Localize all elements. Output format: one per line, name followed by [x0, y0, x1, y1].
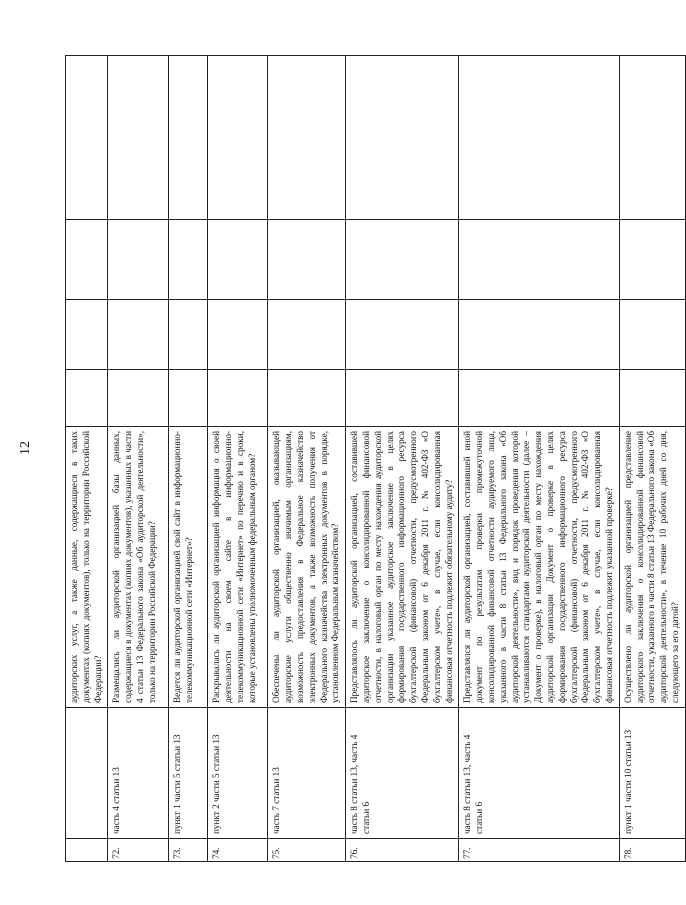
- row-number: 77.: [459, 839, 619, 862]
- table-cell: [169, 300, 208, 370]
- table-cell: [459, 56, 619, 220]
- checklist-table-rotated: [65, 56, 680, 862]
- table-cell: [66, 56, 108, 220]
- table-cell: [268, 300, 346, 370]
- row-number: 76.: [346, 839, 459, 862]
- row-number: 78.: [619, 839, 685, 862]
- question-text: Размещались ли аудиторской организацией базы данных, содержащиеся в документах (копиях документов), указанных в части 4 статьи 13 Федерального закона «Об аудиторской деятельности», только на территории Российской Федерации?: [108, 427, 169, 708]
- norm-reference: часть 4 статьи 13: [108, 708, 169, 839]
- table-cell: [66, 839, 108, 862]
- table-cell: [108, 220, 169, 300]
- table-cell: [619, 56, 685, 220]
- row-number: 72.: [108, 839, 169, 862]
- table-cell: [66, 370, 108, 427]
- question-text: Ведется ли аудиторской организацией свой сайт в информационно-телекоммуникационной сети «Интернет»?: [169, 427, 208, 708]
- table-cell: [346, 370, 459, 427]
- table-cell: [108, 56, 169, 220]
- question-text: Представлялось ли аудиторской организацией, составившей аудиторское заключение о консолидированной финансовой отчетности, в налоговый орган по месту нахождения аудиторской организации указанное аудиторское заключение в целях формирования государственного информационного ресурса бухгалтерской (финансовой) отчетности, предусмотренного Федеральным законом от 6 декабря 2011 г. № 402-ФЗ «О бухгалтерском учете», в случае, если консолидированная финансовая отчетность подлежит обязательному аудиту?: [346, 427, 459, 708]
- table-cell: [346, 220, 459, 300]
- table-cell: [208, 56, 268, 220]
- table-cell: [108, 370, 169, 427]
- table-cell: [108, 300, 169, 370]
- question-text: Раскрывалась ли аудиторской организацией информация о своей деятельности на своем сайте в информационно-телекоммуникационной сети «Интернет» по перечню и в сроки, которые установлены уполномоченным федеральным органом?: [208, 427, 268, 708]
- table-cell: [268, 220, 346, 300]
- table-row: [208, 56, 268, 862]
- checklist-table: [65, 55, 686, 862]
- row-number: 74.: [208, 839, 268, 862]
- norm-reference: пункт 1 части 10 статьи 13: [619, 708, 685, 839]
- table-cell: [66, 300, 108, 370]
- row-number: 75.: [268, 839, 346, 862]
- table-cell: [459, 370, 619, 427]
- table-cell: [459, 220, 619, 300]
- table-cell: [66, 220, 108, 300]
- table-cell: [268, 370, 346, 427]
- table-cell: [208, 220, 268, 300]
- table-cell: [169, 220, 208, 300]
- row-number: 73.: [169, 839, 208, 862]
- table-cell: [268, 56, 346, 220]
- question-text: Осуществлено ли аудиторской организацией представление аудиторского заключения о консолидированной финансовой отчетности, указанного в части 8 статьи 13 Федерального закона «Об аудиторской деятельности», в течение 10 рабочих дней со дня, следующего за его датой?: [619, 427, 685, 708]
- table-cell: [208, 300, 268, 370]
- norm-reference: пункт 2 части 5 статьи 13: [208, 708, 268, 839]
- question-text: Обеспечены ли аудиторской организацией, оказывающей аудиторские услуги общественно значимым организациям, возможность предоставления в Федеральное казначейство электронных документов, а также возможность получения от Федерального казначейства электронных документов в порядке, установленном Федеральным казначейством?: [268, 427, 346, 708]
- table-cell: [619, 300, 685, 370]
- table-cell: [459, 300, 619, 370]
- table-cell: [619, 370, 685, 427]
- norm-reference: пункт 1 части 5 статьи 13: [169, 708, 208, 839]
- table-row: [459, 56, 619, 862]
- page-number: 12: [18, 441, 33, 455]
- question-text: Представлялся ли аудиторской организацией, составившей иной документ по результатам проверки промежуточной консолидированной финансовой отчетности аудируемого лица, указанного в части 8 статьи 13 Федерального закона «Об аудиторской деятельности», вид и порядок проведения которой устанавливаются стандартами аудиторской деятельности (далее – Документ о проверке), в налоговый орган по месту нахождения аудиторской организации Документ о проверке в целях формирования государственного информационного ресурса бухгалтерской (финансовой) отчетности, предусмотренного Федеральным законом от 6 декабря 2011 г. № 402-ФЗ «О бухгалтерском учете», в случае, если консолидированная финансовая отчетность подлежит указанной проверке?: [459, 427, 619, 708]
- table-cell: [169, 56, 208, 220]
- table-row: [619, 56, 685, 862]
- table-row: [268, 56, 346, 862]
- table-row: [108, 56, 169, 862]
- continuation-text: аудиторских услуг, а также данные, содержащиеся в таких документах (копиях документов), только на территории Российской Федерации?: [66, 427, 108, 708]
- table-cell: [66, 708, 108, 839]
- table-cell: [169, 370, 208, 427]
- norm-reference: часть 8 статьи 13, часть 4 статьи 6: [459, 708, 619, 839]
- table-row: [169, 56, 208, 862]
- norm-reference: часть 8 статьи 13, часть 4 статьи 6: [346, 708, 459, 839]
- table-cell: [346, 56, 459, 220]
- norm-reference: часть 7 статьи 13: [268, 708, 346, 839]
- table-cell: [346, 300, 459, 370]
- table-cell: [619, 220, 685, 300]
- table-row: [346, 56, 459, 862]
- table-cell: [208, 370, 268, 427]
- table-row: [66, 56, 108, 862]
